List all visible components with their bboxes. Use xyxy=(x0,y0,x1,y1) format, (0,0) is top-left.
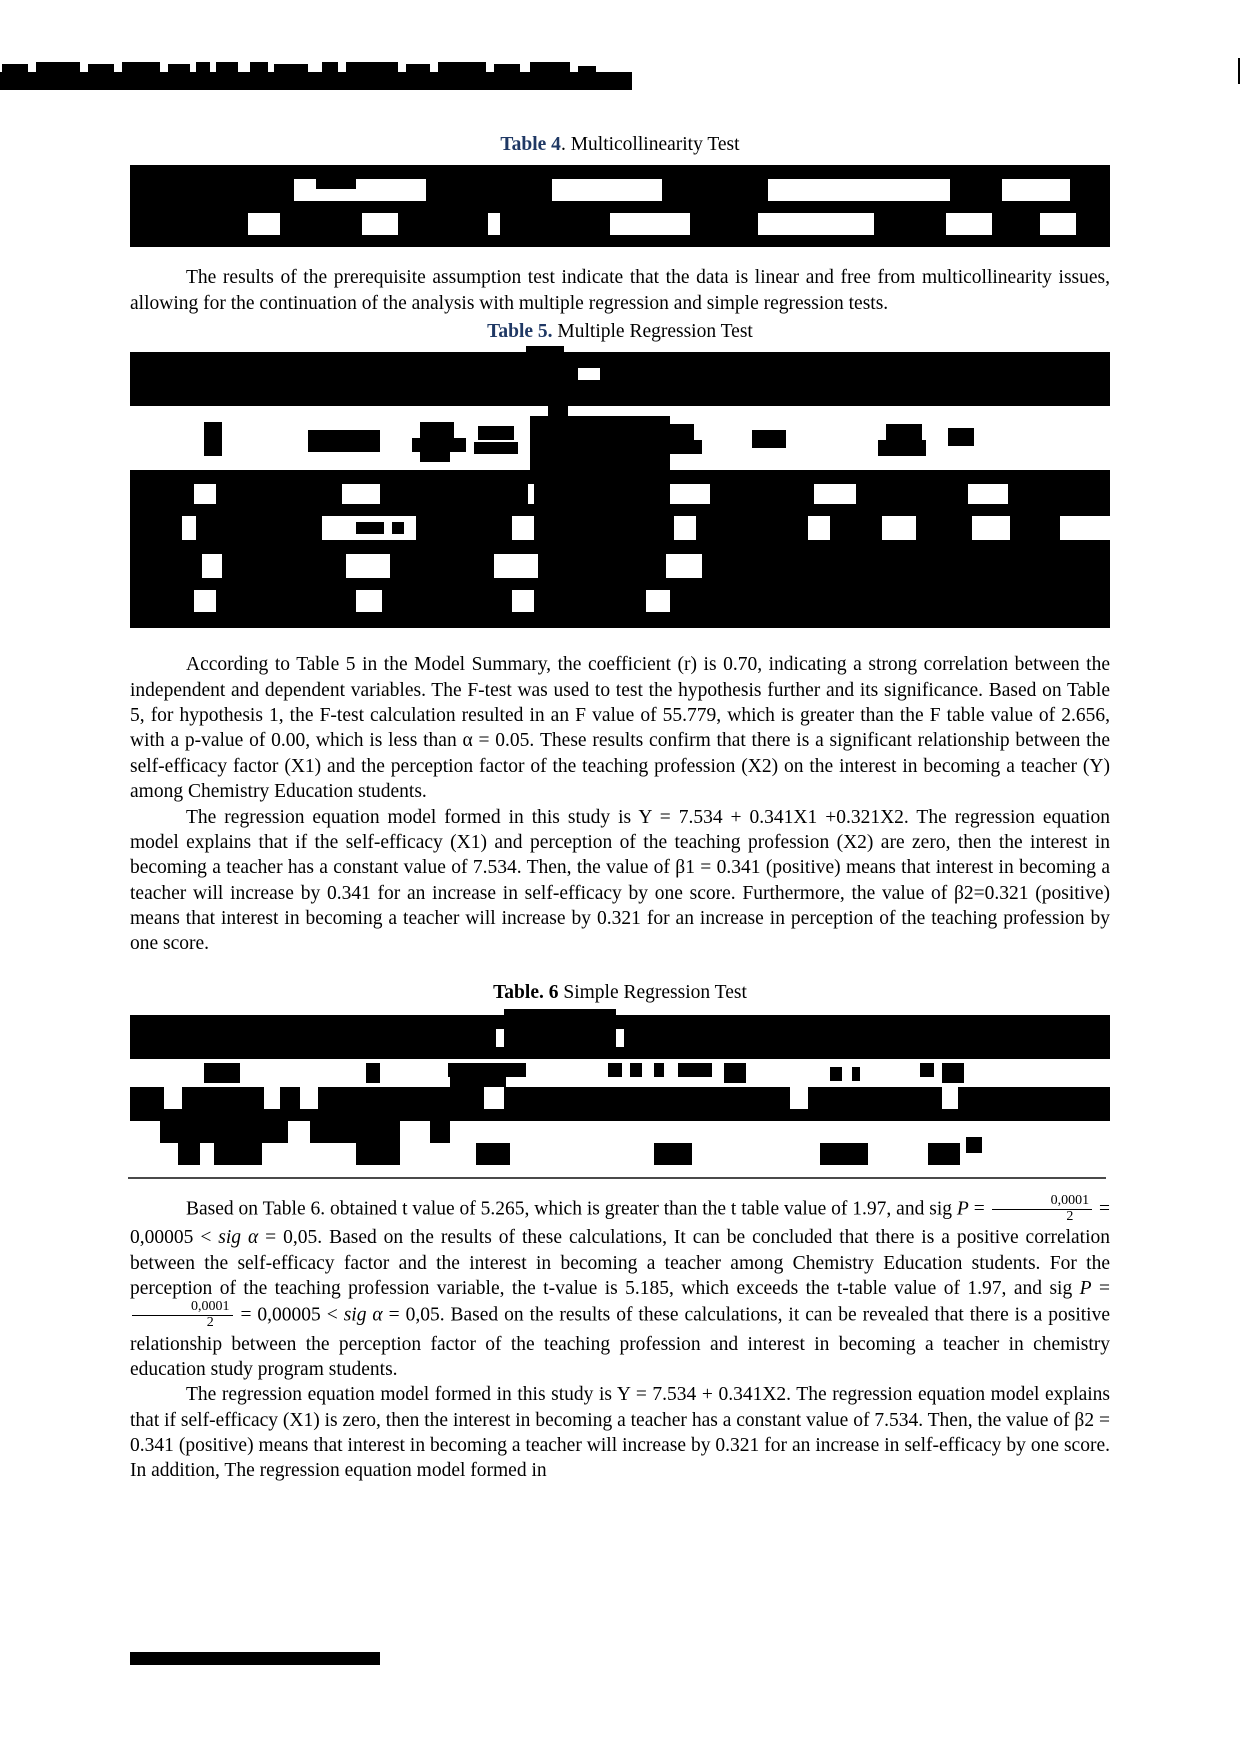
paragraph-regression-equation-multiple: The regression equation model formed in this study is Y = 7.534 + 0.341X1 +0.321X2. The regression equation model explains that if the self-efficacy (X1) and perception of the teaching profession (X2) are zero, then the interest in becoming a teacher has a constant value of 7.534. Then, the value of β1 = 0.341 (positive) means that interest in becoming a teacher will increase by 0.341 for an increase in self-efficacy by one score. Furthermore, the value of β2=0.321 (positive) means that interest in becoming a teacher will increase by 0.321 for an increase in perception of the teaching profession by one score. xyxy=(130,806,1110,955)
paragraph-prerequisite-results: The results of the prerequisite assumption test indicate that the data is linear and free from multicollinearity issues, allowing for the continuation of the analysis with multiple regression and simple regression tests. xyxy=(130,267,1110,314)
p4-fraction-2-denominator: 2 xyxy=(132,1315,233,1331)
paragraph-model-summary: According to Table 5 in the Model Summary, the coefficient (r) is 0.70, indicating a strong correlation between the independent and dependent variables. The F-test was used to test the hypothesis further and its significance. Based on Table 5, for hypothesis 1, the F-test calculation resulted in an F value of 55.779, which is greater than the F table value of 2.656, with a p-value of 0.00, which is less than α = 0.05. These results confirm that there is a significant relationship between the self-efficacy factor (X1) and the perception factor of the teaching profession (X2) on the interest in becoming a teacher (Y) among Chemistry Education students. xyxy=(130,654,1110,803)
caption-table-6 xyxy=(130,981,1110,1005)
p4-segment-1: Based on Table 6. obtained t value of 5.265, which is greater than the t table value of 1.97, and sig xyxy=(186,1198,957,1220)
table-4-redacted xyxy=(130,165,1110,247)
p4-fraction-1-numerator: 0,0001 xyxy=(1050,1192,1090,1208)
table-6-bottom-rule xyxy=(128,1177,1106,1179)
caption-table-6-label: Table. 6 xyxy=(493,981,559,1003)
caption-table-6-title: Simple Regression Test xyxy=(558,981,747,1003)
page-content xyxy=(130,0,1110,1484)
p4-symbol-P-1: P xyxy=(956,1198,969,1220)
caption-table-4-label: Table 4 xyxy=(500,134,561,155)
p4-fraction-2 xyxy=(132,1300,233,1330)
paragraph-regression-equation-simple: The regression equation model formed in this study is Y = 7.534 + 0.341X2. The regression equation model explains that if self-efficacy (X1) is zero, then the interest in becoming a teacher has a constant value of 7.534. Then, the value of β2 = 0.341 (positive) means that interest in becoming a teacher will increase by 0.321 for an increase in self-efficacy by one score. In addition, The regression equation model formed in xyxy=(130,1384,1110,1482)
p4-segment-2: = 0,00005 < xyxy=(130,1198,1111,1249)
caption-table-5 xyxy=(130,320,1110,344)
p4-symbol-P-2: P xyxy=(1079,1278,1092,1299)
p4-equals-2: = xyxy=(1091,1278,1110,1299)
p4-equals-1: = xyxy=(968,1198,990,1220)
table-5-redacted xyxy=(130,352,1110,636)
p4-segment-5: = 0,05. Based on the results of these calculations, it can be revealed that there is a positive relationship between the perception factor of the teaching profession and interest in becoming a teacher in chemistry education study program students. xyxy=(130,1305,1111,1381)
caption-table-4 xyxy=(130,133,1110,157)
p4-fraction-1-denominator: 2 xyxy=(992,1209,1093,1225)
caption-table-5-label: Table 5. xyxy=(487,321,553,343)
caption-table-4-title: . Multicollinearity Test xyxy=(560,134,740,155)
table-6-redacted xyxy=(130,1015,1110,1175)
running-header-text xyxy=(0,62,1,63)
p4-sig-alpha-1: sig α xyxy=(218,1227,259,1249)
caption-table-5-title: Multiple Regression Test xyxy=(552,321,753,343)
p4-fraction-2-numerator: 0,0001 xyxy=(191,1299,230,1315)
p4-segment-4: = 0,00005 < xyxy=(234,1305,344,1326)
p4-segment-3: = 0,05. Based on the results of these calculations, It can be concluded that there is a positive correlation between the self-efficacy factor and the interest in becoming a teacher among Chemistry Education students. For the perception of the teaching profession variable, the t-value is 5.185, which exceeds the t-table value of 1.97, and sig xyxy=(130,1227,1111,1299)
p4-sig-alpha-2: sig α xyxy=(343,1305,383,1326)
paragraph-table6-t-values xyxy=(130,1192,1111,1382)
footer-redacted xyxy=(130,1652,380,1665)
p4-fraction-1 xyxy=(992,1194,1093,1224)
